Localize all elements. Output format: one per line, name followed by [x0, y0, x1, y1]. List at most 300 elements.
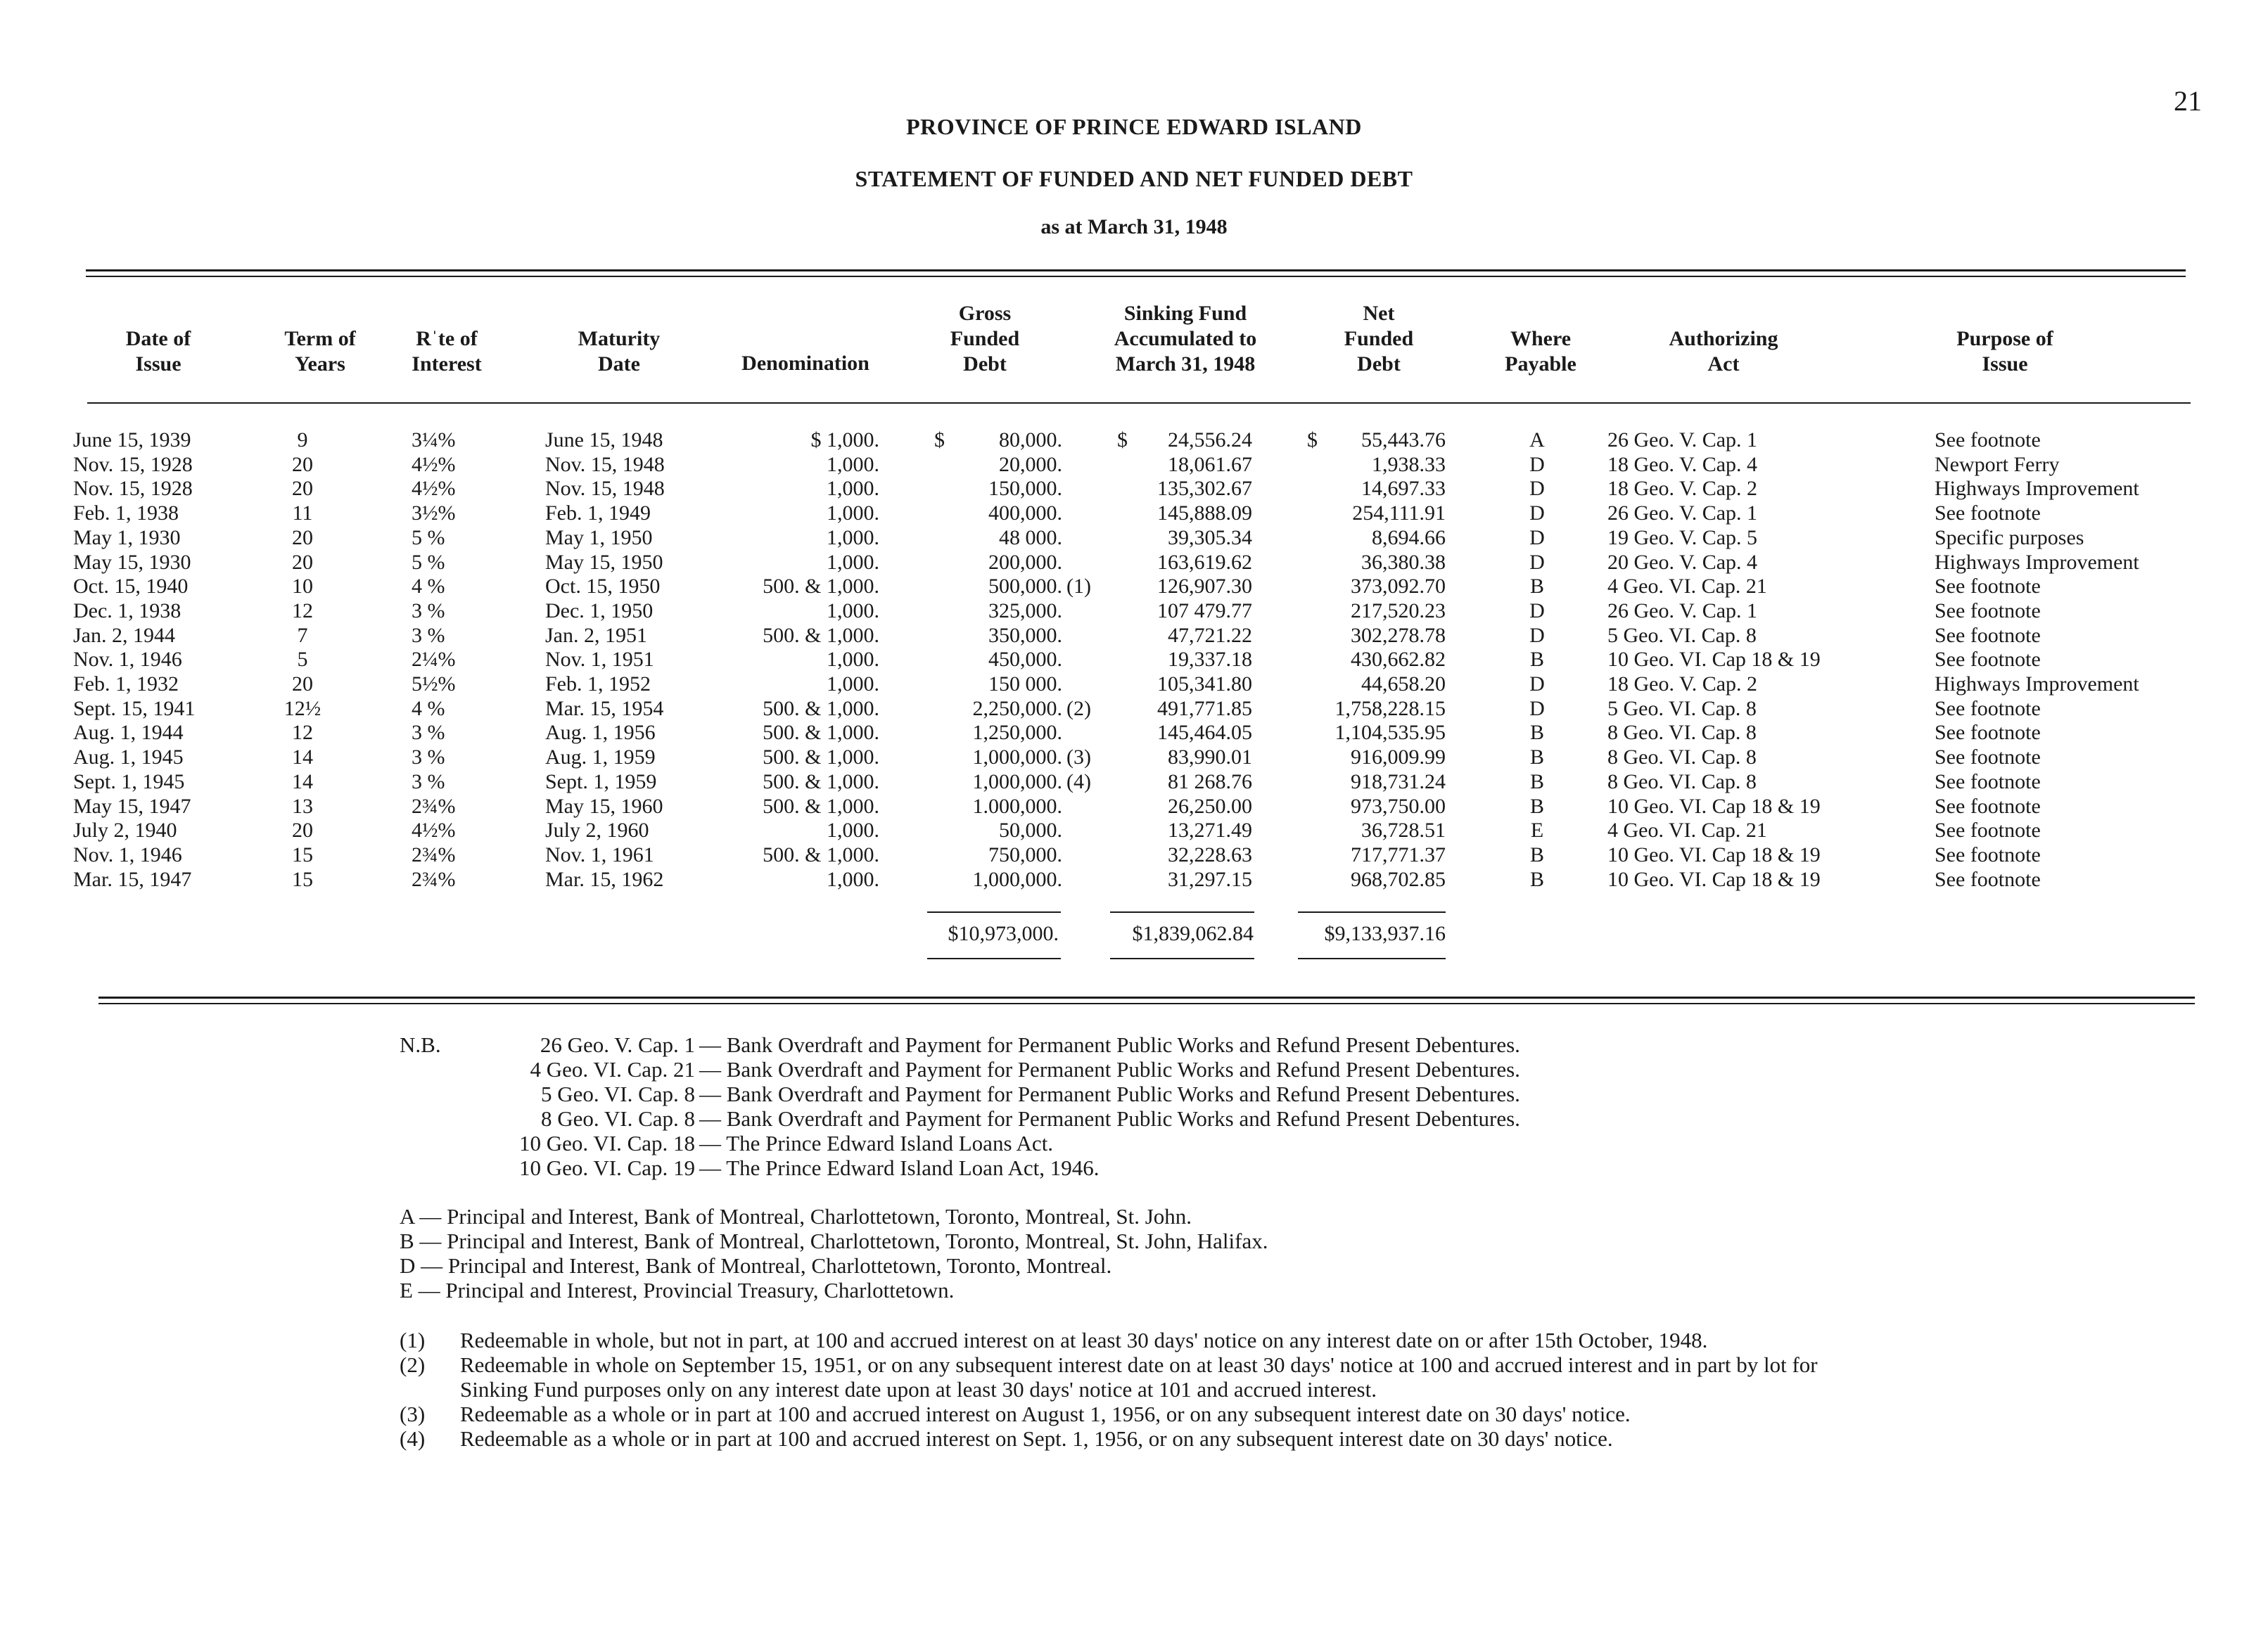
footnotes	[400, 1328, 1877, 1451]
term-cell: 14	[292, 745, 313, 769]
net-debt-cell: 1,758,228.15	[1334, 696, 1446, 720]
net-debt-cell: 717,771.37	[1351, 843, 1446, 866]
term-cell: 14	[292, 769, 313, 793]
maturity-cell: Nov. 15, 1948	[545, 452, 665, 476]
denomination-cell: $ 1,000.	[810, 428, 879, 452]
net-debt-cell: 918,731.24	[1351, 769, 1446, 793]
table-row	[0, 476, 2268, 501]
date-of-issue-cell: Mar. 15, 1947	[73, 867, 192, 891]
header-line: Where	[1510, 327, 1572, 350]
maturity-cell: Dec. 1, 1950	[545, 598, 654, 622]
gross-debt-cell: 1,000,000.	[972, 867, 1062, 891]
denomination-cell: 500. & 1,000.	[763, 623, 879, 647]
table-row	[0, 574, 2268, 598]
maturity-cell: Aug. 1, 1959	[545, 745, 656, 769]
rate-cell: 3 %	[412, 769, 445, 793]
authorizing-act-cell: 10 Geo. VI. Cap 18 & 19	[1607, 794, 1821, 818]
denomination-cell: 1,000.	[827, 452, 879, 476]
total-sinking: $1,839,062.84	[1132, 922, 1254, 945]
date-of-issue-cell: May 15, 1930	[73, 550, 191, 574]
where-payable-cell: B	[1529, 575, 1544, 598]
header-line: Interest	[412, 352, 482, 376]
authorizing-act-cell: 18 Geo. V. Cap. 4	[1607, 452, 1758, 476]
table-row	[0, 843, 2268, 867]
denomination-cell: 1,000.	[827, 867, 879, 891]
authorizing-act-cell: 19 Geo. V. Cap. 5	[1607, 525, 1758, 549]
gross-debt-cell: 500,000.	[988, 575, 1062, 598]
footnote-text: Redeemable in whole on September 15, 1951, or on any subsequent interest date on at least 30 days' notice at 100 and accrued interest and in part by lot for Sinking Fund purposes only on any interest date upon at least 30 days' notice at 101 and accrued interest.	[460, 1352, 1818, 1402]
header-line: Net	[1363, 302, 1395, 325]
gross-debt-cell: 200,000.	[988, 550, 1062, 574]
maturity-cell: May 15, 1960	[545, 794, 663, 818]
denomination-cell: 500. & 1,000.	[763, 769, 879, 793]
sinking-fund-cell: 18,061.67	[1168, 452, 1252, 476]
footnote-text: Redeemable as a whole or in part at 100 and accrued interest on Sept. 1, 1956, or on any subsequent interest date on 30 days' notice.	[460, 1426, 1613, 1451]
header-line: Authorizing	[1669, 327, 1778, 350]
header-line: Years	[295, 352, 345, 376]
sinking-fund-cell: 31,297.15	[1168, 867, 1252, 891]
where-payable-cell: A	[1529, 428, 1545, 452]
payable-legend-item: E — Principal and Interest, Provincial Treasury, Charlottetown.	[400, 1278, 955, 1302]
maturity-cell: Nov. 1, 1951	[545, 648, 654, 672]
net-debt-cell: 916,009.99	[1351, 745, 1446, 769]
sinking-fund-cell: 19,337.18	[1168, 648, 1252, 672]
authorizing-act-cell: 18 Geo. V. Cap. 2	[1607, 477, 1758, 501]
header-line: Gross	[958, 302, 1012, 325]
gross-debt-cell: 1.000,000.	[972, 794, 1062, 818]
date-of-issue-cell: May 15, 1947	[73, 794, 191, 818]
gross-note-cell: (1)	[1066, 575, 1091, 598]
gross-debt-cell: 1,000,000.	[972, 745, 1062, 769]
header-line: Date of	[125, 327, 191, 350]
purpose-cell: See footnote	[1935, 794, 2041, 818]
denomination-cell: 1,000.	[827, 598, 879, 622]
header-gross	[915, 301, 1055, 377]
authorizing-act-cell: 10 Geo. VI. Cap 18 & 19	[1607, 867, 1821, 891]
rate-cell: 4½%	[412, 452, 456, 476]
payable-legend	[400, 1204, 1947, 1302]
sinking-fund-cell: 32,228.63	[1168, 843, 1252, 866]
nb-line	[400, 1156, 1877, 1180]
rate-cell: 4 %	[412, 575, 445, 598]
table-row	[0, 550, 2268, 575]
net-debt-cell: 1,104,535.95	[1334, 721, 1446, 745]
gross-debt-cell: 2,250,000.	[972, 696, 1062, 720]
table-row	[0, 428, 2268, 452]
date-of-issue-cell: Feb. 1, 1938	[73, 501, 179, 525]
where-payable-cell: D	[1529, 452, 1545, 476]
where-payable-cell: D	[1529, 550, 1545, 574]
authorizing-act-cell: 26 Geo. V. Cap. 1	[1607, 428, 1758, 452]
gross-debt-cell: 450,000.	[988, 648, 1062, 672]
maturity-cell: Feb. 1, 1949	[545, 501, 651, 525]
header-maturity	[521, 326, 718, 377]
nb-text: — The Prince Edward Island Loan Act, 1946.	[699, 1156, 1100, 1180]
authorizing-act-cell: 20 Geo. V. Cap. 4	[1607, 550, 1758, 574]
total-net: $9,133,937.16	[1324, 922, 1446, 945]
header-purpose	[1899, 326, 2110, 377]
denomination-cell: 1,000.	[827, 819, 879, 843]
footnote-text: Redeemable in whole, but not in part, at 100 and accrued interest on at least 30 days' notice on any interest date on or after 15th October, 1948.	[460, 1328, 1708, 1352]
net-debt-cell: 217,520.23	[1351, 598, 1446, 622]
denomination-cell: 500. & 1,000.	[763, 745, 879, 769]
footnote-number: (2)	[400, 1352, 426, 1377]
authorizing-act-cell: 10 Geo. VI. Cap 18 & 19	[1607, 843, 1821, 866]
currency-net: $	[1307, 428, 1318, 452]
header-rule	[87, 402, 2191, 404]
net-debt-cell: 302,278.78	[1351, 623, 1446, 647]
gross-debt-cell: 1,000,000.	[972, 769, 1062, 793]
header-line: Funded	[1344, 327, 1414, 350]
maturity-cell: Nov. 15, 1948	[545, 477, 665, 501]
purpose-cell: Newport Ferry	[1935, 452, 2060, 476]
date-of-issue-cell: Dec. 1, 1938	[73, 598, 181, 622]
purpose-cell: See footnote	[1935, 575, 2041, 598]
date-of-issue-cell: Aug. 1, 1944	[73, 721, 184, 745]
purpose-cell: See footnote	[1935, 696, 2041, 720]
rate-cell: 4½%	[412, 819, 456, 843]
nb-text: — Bank Overdraft and Payment for Permanent Public Works and Refund Present Debentures.	[699, 1082, 1520, 1106]
table-row	[0, 525, 2268, 550]
header-line: Term of	[284, 327, 356, 350]
date-of-issue-cell: Aug. 1, 1945	[73, 745, 184, 769]
sinking-fund-cell: 13,271.49	[1168, 819, 1252, 843]
maturity-cell: Oct. 15, 1950	[545, 575, 661, 598]
header-line: March 31, 1948	[1115, 352, 1256, 376]
denomination-cell: 1,000.	[827, 525, 879, 549]
rate-cell: 3½%	[412, 501, 456, 525]
page-number: 21	[2174, 85, 2202, 117]
header-line: Payable	[1505, 352, 1576, 376]
nb-act: 4 Geo. VI. Cap. 21	[530, 1057, 695, 1082]
authorizing-act-cell: 4 Geo. VI. Cap. 21	[1607, 819, 1767, 843]
denomination-cell: 1,000.	[827, 550, 879, 574]
net-debt-cell: 44,658.20	[1361, 672, 1446, 696]
authorizing-act-cell: 8 Geo. VI. Cap. 8	[1607, 745, 1757, 769]
rate-cell: 2¾%	[412, 867, 456, 891]
authorizing-act-cell: 4 Geo. VI. Cap. 21	[1607, 575, 1767, 598]
term-cell: 5	[297, 648, 308, 672]
bottom-rule-second	[98, 1003, 2195, 1004]
net-debt-cell: 36,728.51	[1361, 819, 1446, 843]
where-payable-cell: B	[1529, 721, 1544, 745]
term-cell: 20	[292, 672, 313, 696]
term-cell: 20	[292, 477, 313, 501]
term-cell: 15	[292, 843, 313, 866]
gross-debt-cell: 150,000.	[988, 477, 1062, 501]
authorizing-act-cell: 8 Geo. VI. Cap. 8	[1607, 769, 1757, 793]
term-cell: 20	[292, 550, 313, 574]
bottom-rule	[98, 997, 2195, 999]
term-cell: 20	[292, 452, 313, 476]
footnote-number: (3)	[400, 1402, 426, 1426]
authorizing-act-cell: 26 Geo. V. Cap. 1	[1607, 598, 1758, 622]
denomination-cell: 1,000.	[827, 477, 879, 501]
where-payable-cell: B	[1529, 843, 1544, 866]
currency-sinking: $	[1117, 428, 1128, 452]
nb-notes	[400, 1032, 1877, 1180]
purpose-cell: See footnote	[1935, 501, 2041, 525]
header-line: Funded	[950, 327, 1020, 350]
sinking-fund-cell: 145,888.09	[1157, 501, 1252, 525]
date-of-issue-cell: Sept. 15, 1941	[73, 696, 196, 720]
nb-line	[400, 1131, 1877, 1156]
nb-act: 10 Geo. VI. Cap. 19	[519, 1156, 695, 1180]
net-debt-cell: 968,702.85	[1351, 867, 1446, 891]
header-sinking-fund	[1069, 301, 1301, 377]
maturity-cell: Nov. 1, 1961	[545, 843, 654, 866]
header-term	[260, 326, 380, 377]
sinking-fund-cell: 47,721.22	[1168, 623, 1252, 647]
nb-act: 10 Geo. VI. Cap. 18	[519, 1131, 695, 1156]
where-payable-cell: B	[1529, 794, 1544, 818]
date-of-issue-cell: Feb. 1, 1932	[73, 672, 179, 696]
purpose-cell: Highways Improvement	[1935, 672, 2139, 696]
header-where-payable	[1470, 326, 1611, 377]
header-line: Debt	[963, 352, 1007, 376]
where-payable-cell: E	[1530, 819, 1544, 843]
net-debt-cell: 14,697.33	[1361, 477, 1446, 501]
where-payable-cell: D	[1529, 477, 1545, 501]
rate-cell: 2¼%	[412, 648, 456, 672]
sinking-fund-cell: 26,250.00	[1168, 794, 1252, 818]
nb-line	[400, 1032, 1877, 1057]
table-row	[0, 696, 2268, 721]
sinking-fund-cell: 163,619.62	[1157, 550, 1252, 574]
table-row	[0, 501, 2268, 525]
rate-cell: 2¾%	[412, 843, 456, 866]
purpose-cell: See footnote	[1935, 843, 2041, 866]
where-payable-cell: B	[1529, 769, 1544, 793]
term-cell: 15	[292, 867, 313, 891]
where-payable-cell: D	[1529, 525, 1545, 549]
net-debt-cell: 36,380.38	[1361, 550, 1446, 574]
header-net	[1301, 301, 1456, 377]
sinking-fund-cell: 107 479.77	[1157, 598, 1252, 622]
header-authorizing-act	[1611, 326, 1836, 377]
where-payable-cell: D	[1529, 598, 1545, 622]
nb-text: — The Prince Edward Island Loans Act.	[699, 1131, 1054, 1156]
gross-debt-cell: 48 000.	[999, 525, 1062, 549]
denomination-cell: 1,000.	[827, 501, 879, 525]
term-cell: 20	[292, 525, 313, 549]
gross-note-cell: (3)	[1066, 745, 1091, 769]
header-date-of-issue	[77, 326, 239, 377]
net-debt-cell: 430,662.82	[1351, 648, 1446, 672]
term-cell: 10	[292, 575, 313, 598]
header-line: Purpose of	[1956, 327, 2053, 350]
header-denomination	[711, 351, 900, 376]
sinking-fund-cell: 81 268.76	[1168, 769, 1252, 793]
term-cell: 13	[292, 794, 313, 818]
table-row	[0, 818, 2268, 843]
purpose-cell: Highways Improvement	[1935, 550, 2139, 574]
term-cell: 7	[297, 623, 308, 647]
term-cell: 20	[292, 819, 313, 843]
authorizing-act-cell: 18 Geo. V. Cap. 2	[1607, 672, 1758, 696]
purpose-cell: See footnote	[1935, 745, 2041, 769]
document-subtitle: STATEMENT OF FUNDED AND NET FUNDED DEBT	[855, 166, 1413, 191]
purpose-cell: Specific purposes	[1935, 525, 2084, 549]
top-rule-second	[86, 276, 2186, 277]
sinking-fund-cell: 83,990.01	[1168, 745, 1252, 769]
table-row	[0, 769, 2268, 794]
authorizing-act-cell: 5 Geo. VI. Cap. 8	[1607, 696, 1757, 720]
gross-debt-cell: 50,000.	[999, 819, 1062, 843]
table-row	[0, 598, 2268, 623]
net-debt-cell: 254,111.91	[1352, 501, 1446, 525]
table-row	[0, 794, 2268, 819]
rate-cell: 3 %	[412, 721, 445, 745]
footnote-number: (1)	[400, 1328, 426, 1352]
sinking-fund-cell: 105,341.80	[1157, 672, 1252, 696]
date-of-issue-cell: Nov. 1, 1946	[73, 648, 182, 672]
nb-act: 26 Geo. V. Cap. 1	[540, 1032, 695, 1057]
purpose-cell: See footnote	[1935, 428, 2041, 452]
footnote	[400, 1328, 1877, 1352]
footnote	[400, 1402, 1877, 1426]
top-rule	[86, 269, 2186, 271]
authorizing-act-cell: 8 Geo. VI. Cap. 8	[1607, 721, 1757, 745]
sinking-fund-cell: 135,302.67	[1157, 477, 1252, 501]
header-rate	[387, 326, 507, 377]
total-underline-sinking	[1110, 958, 1254, 959]
date-of-issue-cell: Sept. 1, 1945	[73, 769, 185, 793]
nb-text: — Bank Overdraft and Payment for Permanent Public Works and Refund Present Debentures.	[699, 1032, 1520, 1057]
rate-cell: 5½%	[412, 672, 456, 696]
footnote	[400, 1426, 1877, 1451]
rate-cell: 5 %	[412, 525, 445, 549]
table-row	[0, 452, 2268, 477]
gross-debt-cell: 1,250,000.	[972, 721, 1062, 745]
gross-debt-cell: 20,000.	[999, 452, 1062, 476]
purpose-cell: Highways Improvement	[1935, 477, 2139, 501]
footnote-text: Redeemable as a whole or in part at 100 and accrued interest on August 1, 1956, or on any subsequent interest date on 30 days' notice.	[460, 1402, 1631, 1426]
table-row	[0, 867, 2268, 892]
maturity-cell: Mar. 15, 1962	[545, 867, 664, 891]
rate-cell: 3 %	[412, 745, 445, 769]
denomination-cell: 500. & 1,000.	[763, 721, 879, 745]
gross-debt-cell: 150 000.	[988, 672, 1062, 696]
authorizing-act-cell: 26 Geo. V. Cap. 1	[1607, 501, 1758, 525]
nb-prefix: N.B.	[400, 1032, 441, 1057]
maturity-cell: May 15, 1950	[545, 550, 663, 574]
where-payable-cell: D	[1529, 623, 1545, 647]
where-payable-cell: B	[1529, 745, 1544, 769]
where-payable-cell: B	[1529, 867, 1544, 891]
term-cell: 12	[292, 598, 313, 622]
rate-cell: 4½%	[412, 477, 456, 501]
currency-gross: $	[934, 428, 945, 452]
maturity-cell: Sept. 1, 1959	[545, 769, 657, 793]
maturity-cell: Jan. 2, 1951	[545, 623, 647, 647]
header-line: Rˈte of	[416, 327, 478, 350]
maturity-cell: Mar. 15, 1954	[545, 696, 664, 720]
rate-cell: 5 %	[412, 550, 445, 574]
header-line: Accumulated to	[1114, 327, 1257, 350]
gross-debt-cell: 350,000.	[988, 623, 1062, 647]
sinking-fund-cell: 491,771.85	[1157, 696, 1252, 720]
sinking-fund-cell: 126,907.30	[1157, 575, 1252, 598]
date-of-issue-cell: Oct. 15, 1940	[73, 575, 189, 598]
date-of-issue-cell: July 2, 1940	[73, 819, 177, 843]
sum-line-gross	[927, 911, 1061, 913]
header-line: Act	[1707, 352, 1740, 376]
date-of-issue-cell: Nov. 1, 1946	[73, 843, 182, 866]
denomination-cell: 500. & 1,000.	[763, 843, 879, 866]
date-of-issue-cell: Nov. 15, 1928	[73, 452, 193, 476]
where-payable-cell: D	[1529, 696, 1545, 720]
header-line: Sinking Fund	[1123, 302, 1247, 325]
rate-cell: 2¾%	[412, 794, 456, 818]
purpose-cell: See footnote	[1935, 648, 2041, 672]
date-of-issue-cell: June 15, 1939	[73, 428, 191, 452]
denomination-cell: 1,000.	[827, 672, 879, 696]
date-of-issue-cell: May 1, 1930	[73, 525, 181, 549]
rate-cell: 3 %	[412, 623, 445, 647]
gross-debt-cell: 325,000.	[988, 598, 1062, 622]
date-of-issue-cell: Jan. 2, 1944	[73, 623, 175, 647]
net-debt-cell: 1,938.33	[1372, 452, 1446, 476]
where-payable-cell: D	[1529, 501, 1545, 525]
total-gross: $10,973,000.	[948, 922, 1059, 945]
purpose-cell: See footnote	[1935, 769, 2041, 793]
sinking-fund-cell: 145,464.05	[1157, 721, 1252, 745]
document-title: PROVINCE OF PRINCE EDWARD ISLAND	[906, 114, 1362, 139]
purpose-cell: See footnote	[1935, 867, 2041, 891]
gross-debt-cell: 400,000.	[988, 501, 1062, 525]
term-cell: 11	[292, 501, 313, 525]
header-line: Debt	[1357, 352, 1401, 376]
where-payable-cell: B	[1529, 648, 1544, 672]
table-row	[0, 745, 2268, 769]
denomination-cell: 1,000.	[827, 648, 879, 672]
sum-line-sinking	[1110, 911, 1254, 913]
sinking-fund-cell: 39,305.34	[1168, 525, 1252, 549]
gross-note-cell: (4)	[1066, 769, 1091, 793]
header-line: Issue	[1982, 352, 2028, 376]
maturity-cell: Aug. 1, 1956	[545, 721, 656, 745]
nb-act: 8 Geo. VI. Cap. 8	[541, 1106, 695, 1131]
payable-legend-item: A — Principal and Interest, Bank of Montreal, Charlottetown, Toronto, Montreal, St. John.	[400, 1204, 1192, 1229]
gross-debt-cell: 80,000.	[999, 428, 1062, 452]
term-cell: 12	[292, 721, 313, 745]
rate-cell: 3 %	[412, 598, 445, 622]
denomination-cell: 500. & 1,000.	[763, 794, 879, 818]
header-line: Issue	[135, 352, 181, 376]
maturity-cell: June 15, 1948	[545, 428, 663, 452]
where-payable-cell: D	[1529, 672, 1545, 696]
purpose-cell: See footnote	[1935, 598, 2041, 622]
authorizing-act-cell: 10 Geo. VI. Cap 18 & 19	[1607, 648, 1821, 672]
term-cell: 12½	[284, 696, 321, 720]
payable-legend-item: B — Principal and Interest, Bank of Montreal, Charlottetown, Toronto, Montreal, St. John, Halifax.	[400, 1229, 1268, 1253]
gross-debt-cell: 750,000.	[988, 843, 1062, 866]
gross-note-cell: (2)	[1066, 696, 1091, 720]
purpose-cell: See footnote	[1935, 623, 2041, 647]
table-row	[0, 623, 2268, 648]
nb-line	[400, 1057, 1877, 1082]
nb-text: — Bank Overdraft and Payment for Permanent Public Works and Refund Present Debentures.	[699, 1106, 1520, 1131]
header-line: Denomination	[741, 352, 869, 375]
nb-line	[400, 1082, 1877, 1106]
footnote-number: (4)	[400, 1426, 426, 1451]
net-debt-cell: 973,750.00	[1351, 794, 1446, 818]
net-debt-cell: 55,443.76	[1361, 428, 1446, 452]
footnote	[400, 1352, 1877, 1402]
net-debt-cell: 373,092.70	[1351, 575, 1446, 598]
total-underline-net	[1298, 958, 1446, 959]
